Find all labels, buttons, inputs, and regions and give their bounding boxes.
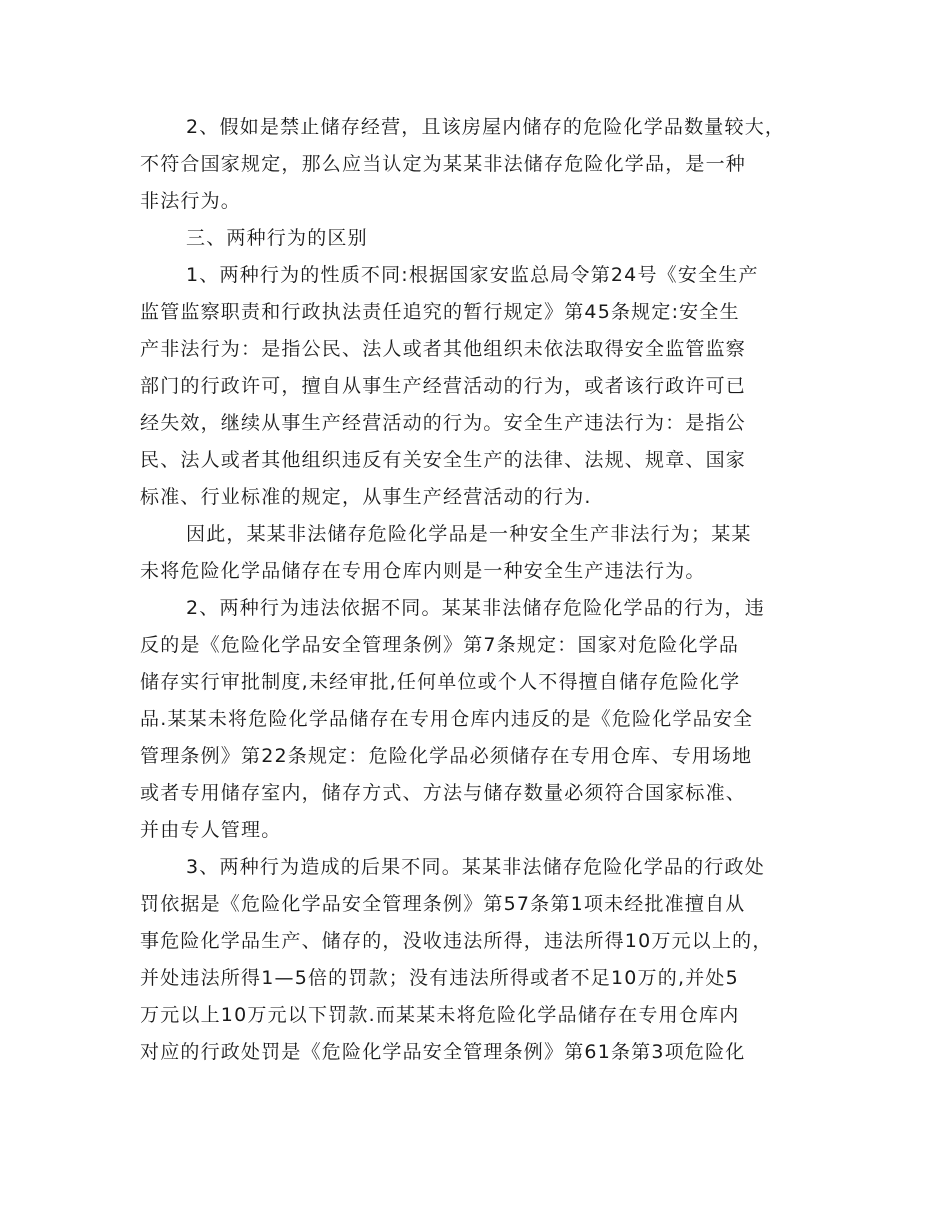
text-line: 或者专用储存室内，储存方式、方法与储存数量必须符合国家标准、 bbox=[140, 782, 747, 804]
text-line: 品.某某未将危险化学品储存在专用仓库内违反的是《危险化学品安全 bbox=[140, 708, 754, 730]
text-line: 监管监察职责和行政执法责任追究的暂行规定》第45条规定:安全生 bbox=[140, 301, 740, 323]
text-line: 对应的行政处罚是《危险化学品安全管理条例》第61条第3项危险化 bbox=[140, 1041, 746, 1063]
text-line: 2、假如是禁止储存经营，且该房屋内储存的危险化学品数量较大， bbox=[186, 116, 786, 138]
text-line: 管理条例》第22条规定：危险化学品必须储存在专用仓库、专用场地 bbox=[140, 745, 753, 767]
text-line: 经失效，继续从事生产经营活动的行为。安全生产违法行为：是指公 bbox=[140, 412, 747, 434]
text-line: 罚依据是《危险化学品安全管理条例》第57条第1项未经批准擅自从 bbox=[140, 893, 746, 915]
text-line: 并由专人管理。 bbox=[140, 819, 282, 841]
text-line: 不符合国家规定，那么应当认定为某某非法储存危险化学品，是一种 bbox=[140, 153, 747, 175]
text-line: 部门的行政许可，擅自从事生产经营活动的行为，或者该行政许可已 bbox=[140, 375, 747, 397]
text-line: 反的是《危险化学品安全管理条例》第7条规定：国家对危险化学品 bbox=[140, 634, 740, 656]
text-line: 民、法人或者其他组织违反有关安全生产的法律、法规、规章、国家 bbox=[140, 449, 747, 471]
text-line: 未将危险化学品储存在专用仓库内则是一种安全生产违法行为。 bbox=[140, 560, 706, 582]
section-heading: 三、两种行为的区别 bbox=[186, 227, 368, 249]
text-line: 非法行为。 bbox=[140, 190, 242, 212]
text-line: 因此，某某非法储存危险化学品是一种安全生产非法行为；某某 bbox=[186, 523, 752, 545]
text-line: 2、两种行为违法依据不同。某某非法储存危险化学品的行为，违 bbox=[186, 597, 765, 619]
text-line: 并处违法所得1—5倍的罚款；没有违法所得或者不足10万的,并处5 bbox=[140, 967, 739, 989]
text-line: 标准、行业标准的规定，从事生产经营活动的行为. bbox=[140, 486, 592, 508]
text-line: 产非法行为：是指公民、法人或者其他组织未依法取得安全监管监察 bbox=[140, 338, 747, 360]
text-line: 万元以上10万元以下罚款.而某某未将危险化学品储存在专用仓库内 bbox=[140, 1004, 740, 1026]
text-line: 事危险化学品生产、储存的，没收违法所得，违法所得10万元以上的， bbox=[140, 930, 773, 952]
text-line: 储存实行审批制度,未经审批,任何单位或个人不得擅自储存危险化学 bbox=[140, 671, 741, 693]
text-line: 3、两种行为造成的后果不同。某某非法储存危险化学品的行政处 bbox=[186, 856, 765, 878]
text-line: 1、两种行为的性质不同:根据国家安监总局令第24号《安全生产 bbox=[186, 264, 759, 286]
